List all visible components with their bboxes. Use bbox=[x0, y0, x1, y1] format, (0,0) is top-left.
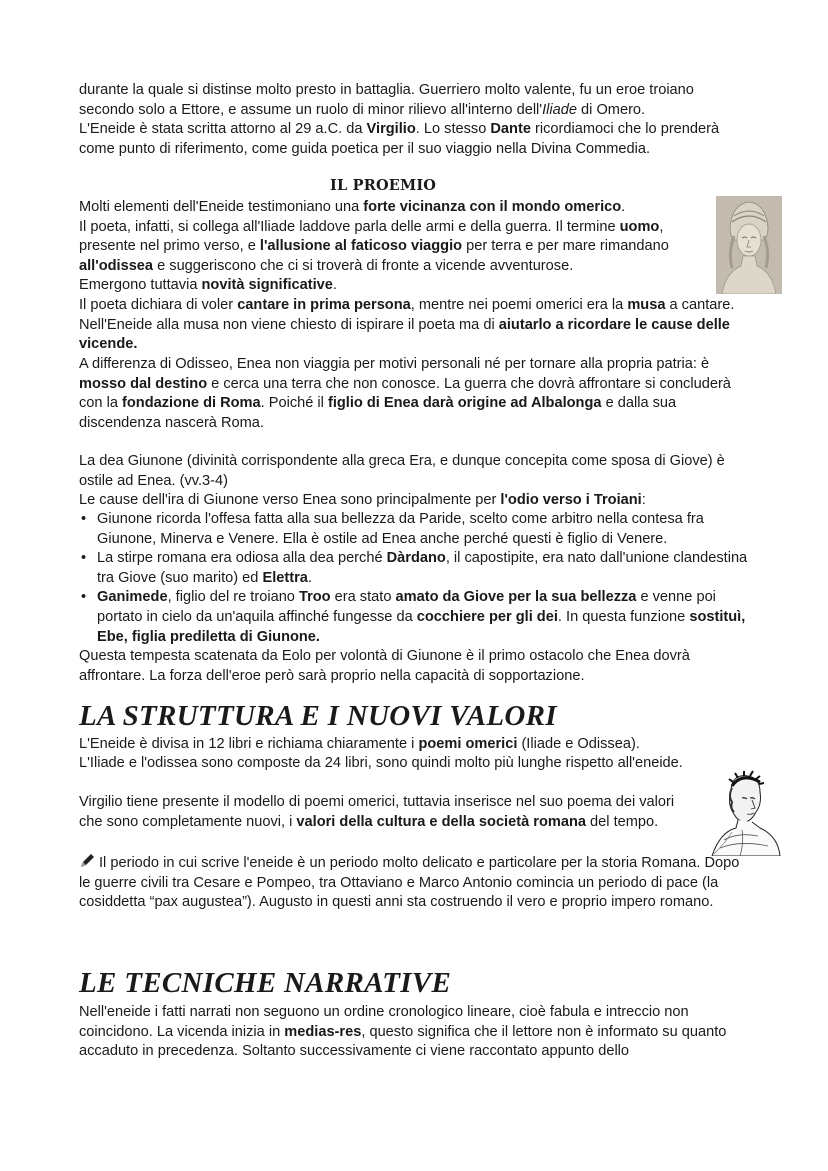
virgil-portrait-image bbox=[702, 770, 782, 856]
giunone-paragraph-3: Questa tempesta scatenata da Eolo per volontà di Giunone è il primo ostacolo che Enea dovrà affrontare. La forza dell'eroe però sarà proprio nella capacità di sopportazione. bbox=[79, 648, 690, 684]
bullet-icon: • bbox=[81, 589, 87, 606]
proemio-heading: IL PROEMIO bbox=[330, 177, 437, 194]
struttura-heading: LA STRUTTURA E I NUOVI VALORI bbox=[79, 700, 557, 732]
bullet-icon: • bbox=[81, 511, 87, 527]
struttura-paragraph-2: L'Iliade e l'odissea sono composte da 24 libri, sono quindi molto più lunghe rispetto all'eneide. bbox=[79, 755, 683, 771]
giunone-paragraph-2: Le cause dell'ira di Giunone verso Enea sono principalmente per l'odio verso i Troiani: bbox=[79, 492, 646, 508]
giunone-paragraph-1: La dea Giunone (divinità corrispondente alla greca Era, e dunque concepita come sposa di Giove) è ostile ad Enea. (vv.3-4) bbox=[79, 453, 725, 489]
struttura-paragraph-1: L'Eneide è divisa in 12 libri e richiama chiaramente i poemi omerici (Iliade e Odissea). bbox=[79, 736, 640, 752]
struttura-paragraph-4: Il periodo in cui scrive l'eneide è un periodo molto delicato e particolare per la storia Romana. Dopo le guerre civili tra Cesare e Pompeo, tra Ottaviano e Marco Antonio comincia un periodo di pace (la cosiddetta “pax augustea”). Augusto in questi anni sta costruendo il vero e proprio impero romano. bbox=[79, 855, 740, 911]
bullet-icon: • bbox=[81, 550, 87, 567]
juno-bust-image bbox=[716, 196, 782, 294]
intro-paragraph-1: durante la quale si distinse molto presto in battaglia. Guerriero molto valente, fu un eroe troiano secondo solo a Ettore, e assume un ruolo di minor rilievo all'interno dell'Iliade di Omero. bbox=[79, 82, 694, 118]
list-item: • La stirpe romana era odiosa alla dea perché Dàrdano, il capostipite, era nato dall'unione clandestina tra Giove (suo marito) ed Elettra. bbox=[81, 550, 748, 586]
list-item: • Ganimede, figlio del re troiano Troo era stato amato da Giove per la sua bellezza e venne poi portato in cielo da un'aquila affinché fungesse da cocchiere per gli dei. In questa funzione sostituì, Ebe, figlia prediletta di Giunone. bbox=[81, 589, 746, 645]
proemio-paragraph-2: Il poeta dichiara di voler cantare in prima persona, mentre nei poemi omerici era la musa a cantare. Nell'Eneide alla musa non viene chiesto di ispirare il poeta ma di aiutarlo a ricordare le cause delle vicende. bbox=[79, 297, 735, 353]
proemio-paragraph-3: A differenza di Odisseo, Enea non viaggia per motivi personali né per tornare alla propria patria: è mosso dal destino e cerca una terra che non conosce. La guerra che dovrà affrontare si concluderà con la fondazione di Roma. Poiché il figlio di Enea darà origine ad Albalonga e dalla sua discendenza nascerà Roma. bbox=[79, 356, 731, 431]
intro-paragraph-2: L'Eneide è stata scritta attorno al 29 a.C. da Virgilio. Lo stesso Dante ricordiamoci che lo prenderà come punto di riferimento, come guida poetica per il suo viaggio nella Divina Commedia. bbox=[79, 121, 720, 157]
ira-causes-list bbox=[79, 510, 751, 647]
pencil-icon bbox=[79, 853, 95, 869]
struttura-paragraph-3: Virgilio tiene presente il modello di poemi omerici, tuttavia inserisce nel suo poema dei valori che sono completamente nuovi, i valori della cultura e della società romana del tempo. bbox=[79, 794, 675, 830]
tecniche-heading: LE TECNICHE NARRATIVE bbox=[79, 967, 452, 999]
proemio-paragraph-1: Molti elementi dell'Eneide testimoniano una forte vicinanza con il mondo omerico. Il poeta, infatti, si collega all'Iliade laddove parla delle armi e della guerra. Il termine uomo, presente nel primo verso, e l'allusione al faticoso viaggio per terra e per mare rimandano all'odissea e suggeriscono che ci si troverà di fronte a vicende avventurose. Emergono tuttavia novità significative. bbox=[79, 199, 669, 294]
tecniche-paragraph-1: Nell'eneide i fatti narrati non seguono un ordine cronologico lineare, cioè fabula e intreccio non coincidono. La vicenda inizia in medias-res, questo significa che il lettore non è informato su quanto accaduto in precedenza. Soltanto successivamente ci viene raccontato appunto dello bbox=[79, 1004, 727, 1060]
list-item: • Giunone ricorda l'offesa fatta alla sua bellezza da Paride, scelto come arbitro nella contesa fra Giunone, Minerva e Venere. Ella è ostile ad Enea anche perché questi è figlio di Venere. bbox=[81, 511, 704, 547]
